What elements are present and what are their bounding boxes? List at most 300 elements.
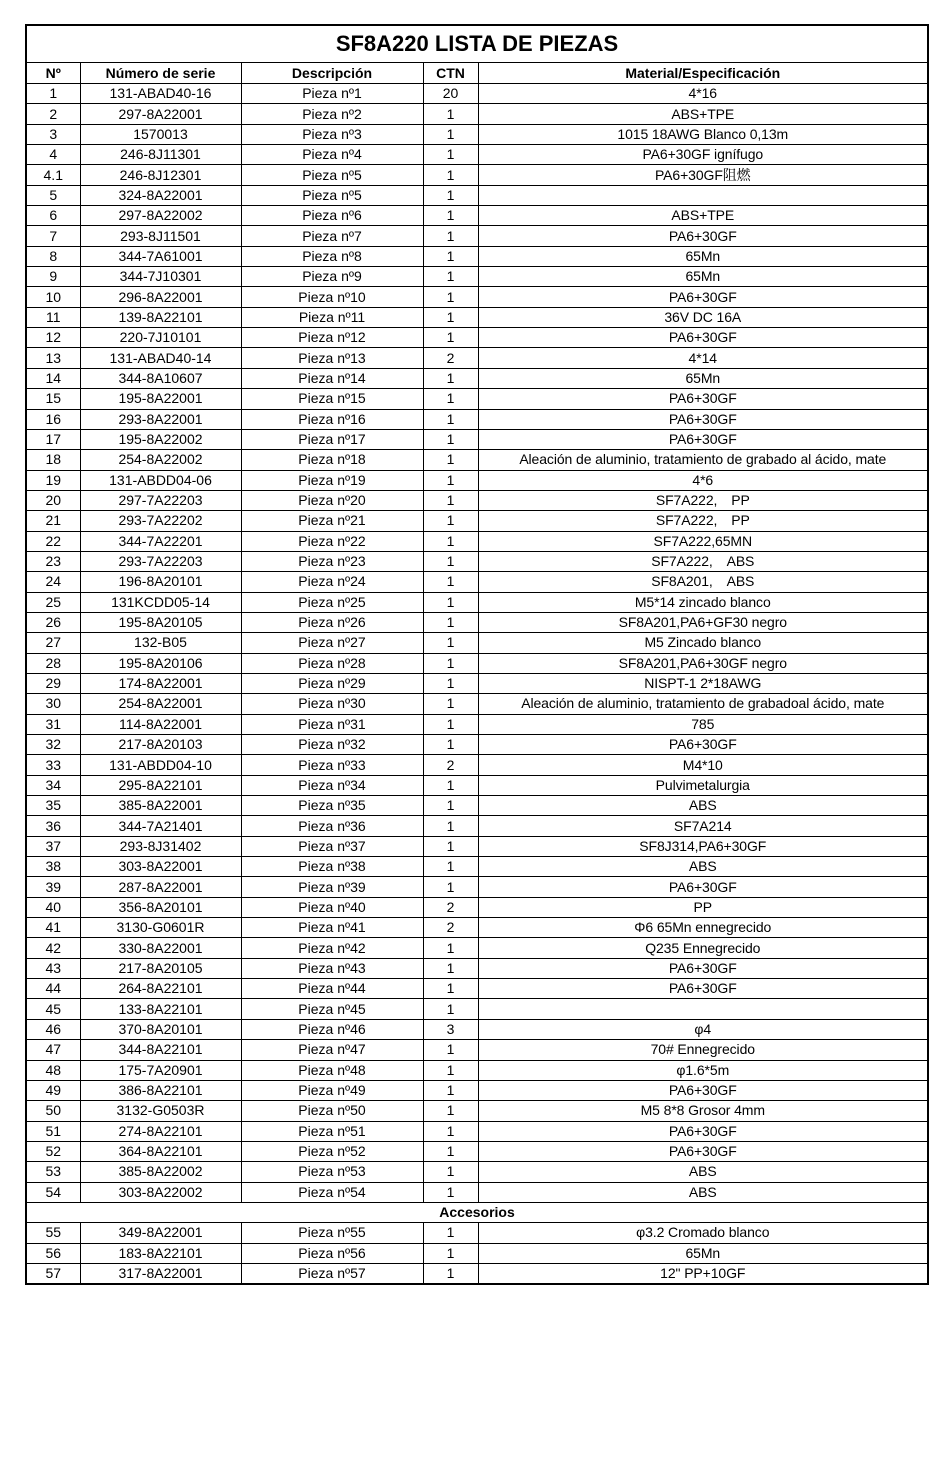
cell-no: 55: [26, 1223, 80, 1243]
cell-no: 50: [26, 1101, 80, 1121]
cell-ctn: 1: [423, 1040, 478, 1060]
cell-serial: 139-8A22101: [80, 307, 241, 327]
cell-description: Pieza nº30: [241, 694, 423, 714]
table-row: [26, 572, 928, 592]
cell-ctn: 3: [423, 1019, 478, 1039]
cell-serial: 3132-G0503R: [80, 1101, 241, 1121]
cell-ctn: 1: [423, 796, 478, 816]
cell-ctn: 1: [423, 287, 478, 307]
cell-no: 1: [26, 84, 80, 104]
table-row: [26, 511, 928, 531]
cell-no: 39: [26, 877, 80, 897]
cell-material: 65Mn: [478, 1243, 928, 1263]
cell-no: 32: [26, 735, 80, 755]
cell-description: Pieza nº39: [241, 877, 423, 897]
cell-material: ABS: [478, 1182, 928, 1202]
cell-material: φ1.6*5m: [478, 1060, 928, 1080]
page-title: SF8A220 LISTA DE PIEZAS: [26, 25, 928, 63]
table-row: [26, 389, 928, 409]
cell-no: 46: [26, 1019, 80, 1039]
cell-serial: 303-8A22002: [80, 1182, 241, 1202]
cell-description: Pieza nº42: [241, 938, 423, 958]
cell-no: 45: [26, 999, 80, 1019]
table-row: [26, 551, 928, 571]
cell-ctn: 2: [423, 897, 478, 917]
cell-material: Aleación de aluminio, tratamiento de grabadoal ácido, mate: [478, 694, 928, 714]
table-row: [26, 165, 928, 185]
table-row: [26, 1101, 928, 1121]
header-row: [26, 63, 928, 84]
cell-material: SF7A222, ABS: [478, 551, 928, 571]
cell-no: 44: [26, 979, 80, 999]
header-description: Descripción: [241, 63, 423, 84]
cell-ctn: 1: [423, 124, 478, 144]
cell-serial: 114-8A22001: [80, 714, 241, 734]
cell-no: 42: [26, 938, 80, 958]
cell-material: SF8A201,PA6+30GF negro: [478, 653, 928, 673]
cell-description: Pieza nº20: [241, 490, 423, 510]
cell-no: 52: [26, 1141, 80, 1161]
cell-no: 31: [26, 714, 80, 734]
cell-description: Pieza nº16: [241, 409, 423, 429]
cell-material: PA6+30GF: [478, 1080, 928, 1100]
cell-ctn: 1: [423, 1263, 478, 1284]
cell-serial: 344-7J10301: [80, 267, 241, 287]
cell-description: Pieza nº57: [241, 1263, 423, 1284]
table-row: [26, 1182, 928, 1202]
cell-no: 41: [26, 918, 80, 938]
cell-ctn: 1: [423, 1121, 478, 1141]
cell-ctn: 1: [423, 999, 478, 1019]
cell-serial: 264-8A22101: [80, 979, 241, 999]
cell-material: PA6+30GF阻燃: [478, 165, 928, 185]
cell-ctn: 1: [423, 185, 478, 205]
cell-serial: 183-8A22101: [80, 1243, 241, 1263]
header-serial: Número de serie: [80, 63, 241, 84]
cell-serial: 196-8A20101: [80, 572, 241, 592]
cell-ctn: 1: [423, 735, 478, 755]
cell-material: M5 Zincado blanco: [478, 633, 928, 653]
table-row: [26, 490, 928, 510]
cell-ctn: 1: [423, 1162, 478, 1182]
cell-ctn: 1: [423, 267, 478, 287]
cell-ctn: 1: [423, 328, 478, 348]
cell-serial: 175-7A20901: [80, 1060, 241, 1080]
cell-serial: 131KCDD05-14: [80, 592, 241, 612]
table-row: [26, 1223, 928, 1243]
cell-no: 19: [26, 470, 80, 490]
parts-table: [25, 24, 929, 1285]
cell-material: SF7A222, PP: [478, 490, 928, 510]
cell-no: 53: [26, 1162, 80, 1182]
cell-no: 6: [26, 206, 80, 226]
cell-ctn: 1: [423, 592, 478, 612]
cell-description: Pieza nº4: [241, 145, 423, 165]
cell-description: Pieza nº11: [241, 307, 423, 327]
cell-material: φ4: [478, 1019, 928, 1039]
cell-material: ABS: [478, 1162, 928, 1182]
cell-serial: 349-8A22001: [80, 1223, 241, 1243]
table-row: [26, 938, 928, 958]
cell-ctn: 1: [423, 206, 478, 226]
cell-no: 2: [26, 104, 80, 124]
cell-description: Pieza nº47: [241, 1040, 423, 1060]
cell-ctn: 1: [423, 104, 478, 124]
cell-ctn: 1: [423, 958, 478, 978]
cell-description: Pieza nº54: [241, 1182, 423, 1202]
cell-material: PA6+30GF: [478, 287, 928, 307]
cell-no: 13: [26, 348, 80, 368]
cell-no: 48: [26, 1060, 80, 1080]
cell-description: Pieza nº49: [241, 1080, 423, 1100]
cell-material: SF7A222, PP: [478, 511, 928, 531]
cell-serial: 356-8A20101: [80, 897, 241, 917]
cell-description: Pieza nº27: [241, 633, 423, 653]
cell-no: 27: [26, 633, 80, 653]
table-row: [26, 1040, 928, 1060]
table-row: [26, 1141, 928, 1161]
cell-ctn: 1: [423, 612, 478, 632]
cell-material: 1015 18AWG Blanco 0,13m: [478, 124, 928, 144]
cell-ctn: 1: [423, 551, 478, 571]
cell-description: Pieza nº1: [241, 84, 423, 104]
cell-material: 70# Ennegrecido: [478, 1040, 928, 1060]
cell-serial: 330-8A22001: [80, 938, 241, 958]
table-row: [26, 409, 928, 429]
cell-no: 12: [26, 328, 80, 348]
table-row: [26, 1162, 928, 1182]
cell-material: 4*6: [478, 470, 928, 490]
cell-material: SF7A222,65MN: [478, 531, 928, 551]
header-ctn: CTN: [423, 63, 478, 84]
cell-serial: 217-8A20103: [80, 735, 241, 755]
parts-list-sheet: [25, 24, 927, 1285]
cell-serial: 195-8A22001: [80, 389, 241, 409]
cell-material: Aleación de aluminio, tratamiento de grabado al ácido, mate: [478, 450, 928, 470]
cell-description: Pieza nº45: [241, 999, 423, 1019]
cell-ctn: 1: [423, 511, 478, 531]
cell-serial: 344-7A21401: [80, 816, 241, 836]
cell-no: 38: [26, 857, 80, 877]
cell-description: Pieza nº46: [241, 1019, 423, 1039]
table-row: [26, 592, 928, 612]
cell-description: Pieza nº56: [241, 1243, 423, 1263]
cell-ctn: 2: [423, 918, 478, 938]
table-row: [26, 653, 928, 673]
cell-no: 3: [26, 124, 80, 144]
cell-material: PA6+30GF: [478, 409, 928, 429]
cell-ctn: 1: [423, 531, 478, 551]
table-row: [26, 877, 928, 897]
cell-serial: 386-8A22101: [80, 1080, 241, 1100]
cell-serial: 297-8A22002: [80, 206, 241, 226]
table-row: [26, 633, 928, 653]
cell-ctn: 1: [423, 409, 478, 429]
cell-serial: 385-8A22002: [80, 1162, 241, 1182]
cell-material: ABS: [478, 857, 928, 877]
cell-material: SF8A201, ABS: [478, 572, 928, 592]
cell-ctn: 1: [423, 450, 478, 470]
cell-no: 33: [26, 755, 80, 775]
cell-description: Pieza nº26: [241, 612, 423, 632]
cell-no: 16: [26, 409, 80, 429]
cell-material: ABS: [478, 796, 928, 816]
cell-description: Pieza nº9: [241, 267, 423, 287]
cell-no: 40: [26, 897, 80, 917]
cell-material: Q235 Ennegrecido: [478, 938, 928, 958]
cell-material: PA6+30GF ignífugo: [478, 145, 928, 165]
cell-no: 34: [26, 775, 80, 795]
cell-no: 30: [26, 694, 80, 714]
cell-ctn: 2: [423, 348, 478, 368]
table-row: [26, 1060, 928, 1080]
table-row: [26, 918, 928, 938]
cell-ctn: 1: [423, 470, 478, 490]
table-row: [26, 1019, 928, 1039]
cell-description: Pieza nº6: [241, 206, 423, 226]
cell-material: SF7A214: [478, 816, 928, 836]
cell-no: 11: [26, 307, 80, 327]
cell-ctn: 1: [423, 857, 478, 877]
table-row: [26, 450, 928, 470]
cell-ctn: 1: [423, 694, 478, 714]
cell-no: 43: [26, 958, 80, 978]
cell-serial: 296-8A22001: [80, 287, 241, 307]
cell-material: PA6+30GF: [478, 226, 928, 246]
cell-serial: 220-7J10101: [80, 328, 241, 348]
table-row: [26, 735, 928, 755]
cell-description: Pieza nº55: [241, 1223, 423, 1243]
accessories-section: [26, 1202, 928, 1222]
cell-ctn: 1: [423, 714, 478, 734]
cell-description: Pieza nº12: [241, 328, 423, 348]
table-row: [26, 857, 928, 877]
cell-description: Pieza nº37: [241, 836, 423, 856]
table-row: [26, 206, 928, 226]
cell-no: 57: [26, 1263, 80, 1284]
cell-serial: 303-8A22001: [80, 857, 241, 877]
table-row: [26, 775, 928, 795]
cell-serial: 3130-G0601R: [80, 918, 241, 938]
title-row: [26, 25, 928, 63]
cell-no: 37: [26, 836, 80, 856]
table-row: [26, 816, 928, 836]
cell-material: 65Mn: [478, 267, 928, 287]
cell-description: Pieza nº14: [241, 368, 423, 388]
table-row: [26, 836, 928, 856]
cell-description: Pieza nº43: [241, 958, 423, 978]
cell-description: Pieza nº50: [241, 1101, 423, 1121]
table-row: [26, 755, 928, 775]
cell-description: Pieza nº51: [241, 1121, 423, 1141]
cell-description: Pieza nº35: [241, 796, 423, 816]
cell-description: Pieza nº53: [241, 1162, 423, 1182]
cell-serial: 385-8A22001: [80, 796, 241, 816]
cell-no: 20: [26, 490, 80, 510]
cell-description: Pieza nº32: [241, 735, 423, 755]
cell-material: SF8J314,PA6+30GF: [478, 836, 928, 856]
table-row: [26, 673, 928, 693]
cell-ctn: 1: [423, 836, 478, 856]
cell-no: 23: [26, 551, 80, 571]
cell-serial: 344-8A10607: [80, 368, 241, 388]
cell-ctn: 1: [423, 653, 478, 673]
cell-no: 8: [26, 246, 80, 266]
cell-description: Pieza nº48: [241, 1060, 423, 1080]
cell-ctn: 1: [423, 1223, 478, 1243]
cell-no: 26: [26, 612, 80, 632]
cell-serial: 131-ABAD40-14: [80, 348, 241, 368]
cell-serial: 131-ABAD40-16: [80, 84, 241, 104]
cell-serial: 344-7A22201: [80, 531, 241, 551]
cell-serial: 133-8A22101: [80, 999, 241, 1019]
table-row: [26, 145, 928, 165]
cell-description: Pieza nº5: [241, 165, 423, 185]
cell-material: NISPT-1 2*18AWG: [478, 673, 928, 693]
cell-ctn: 1: [423, 1080, 478, 1100]
cell-ctn: 1: [423, 938, 478, 958]
table-row: [26, 287, 928, 307]
cell-material: [478, 999, 928, 1019]
cell-material: SF8A201,PA6+GF30 negro: [478, 612, 928, 632]
table-row: [26, 999, 928, 1019]
cell-material: PA6+30GF: [478, 1141, 928, 1161]
cell-description: Pieza nº28: [241, 653, 423, 673]
cell-ctn: 1: [423, 1141, 478, 1161]
cell-serial: 293-8J31402: [80, 836, 241, 856]
cell-material: Φ6 65Mn ennegrecido: [478, 918, 928, 938]
cell-serial: 195-8A20105: [80, 612, 241, 632]
cell-description: Pieza nº38: [241, 857, 423, 877]
cell-no: 49: [26, 1080, 80, 1100]
cell-description: Pieza nº17: [241, 429, 423, 449]
table-row: [26, 104, 928, 124]
table-row: [26, 1080, 928, 1100]
parts-body: [26, 84, 928, 1203]
cell-ctn: 1: [423, 246, 478, 266]
cell-ctn: 1: [423, 633, 478, 653]
cell-ctn: 1: [423, 673, 478, 693]
cell-serial: 254-8A22002: [80, 450, 241, 470]
cell-serial: 195-8A20106: [80, 653, 241, 673]
cell-ctn: 1: [423, 1060, 478, 1080]
cell-material: PA6+30GF: [478, 429, 928, 449]
cell-ctn: 1: [423, 307, 478, 327]
cell-no: 5: [26, 185, 80, 205]
cell-serial: 274-8A22101: [80, 1121, 241, 1141]
cell-material: PA6+30GF: [478, 389, 928, 409]
cell-serial: 364-8A22101: [80, 1141, 241, 1161]
cell-no: 4: [26, 145, 80, 165]
cell-no: 21: [26, 511, 80, 531]
cell-no: 54: [26, 1182, 80, 1202]
cell-material: PA6+30GF: [478, 877, 928, 897]
cell-ctn: 1: [423, 389, 478, 409]
cell-serial: 370-8A20101: [80, 1019, 241, 1039]
cell-no: 10: [26, 287, 80, 307]
cell-serial: 131-ABDD04-10: [80, 755, 241, 775]
cell-ctn: 1: [423, 226, 478, 246]
cell-no: 22: [26, 531, 80, 551]
cell-serial: 132-B05: [80, 633, 241, 653]
cell-ctn: 1: [423, 429, 478, 449]
cell-material: PA6+30GF: [478, 958, 928, 978]
cell-serial: 293-8A22001: [80, 409, 241, 429]
cell-serial: 297-8A22001: [80, 104, 241, 124]
cell-no: 56: [26, 1243, 80, 1263]
table-row: [26, 328, 928, 348]
cell-serial: 293-7A22202: [80, 511, 241, 531]
cell-serial: 174-8A22001: [80, 673, 241, 693]
cell-description: Pieza nº15: [241, 389, 423, 409]
cell-material: ABS+TPE: [478, 206, 928, 226]
accessories-header-row: [26, 1202, 928, 1222]
cell-material: Pulvimetalurgia: [478, 775, 928, 795]
cell-description: Pieza nº40: [241, 897, 423, 917]
cell-no: 36: [26, 816, 80, 836]
cell-no: 47: [26, 1040, 80, 1060]
cell-no: 14: [26, 368, 80, 388]
cell-description: Pieza nº24: [241, 572, 423, 592]
cell-description: Pieza nº13: [241, 348, 423, 368]
cell-description: Pieza nº36: [241, 816, 423, 836]
cell-material: 65Mn: [478, 246, 928, 266]
accessories-body: [26, 1223, 928, 1285]
cell-serial: 295-8A22101: [80, 775, 241, 795]
cell-material: M4*10: [478, 755, 928, 775]
cell-description: Pieza nº41: [241, 918, 423, 938]
table-row: [26, 1263, 928, 1284]
cell-ctn: 1: [423, 816, 478, 836]
header-no: Nº: [26, 63, 80, 84]
cell-serial: 287-8A22001: [80, 877, 241, 897]
cell-description: Pieza nº3: [241, 124, 423, 144]
table-row: [26, 694, 928, 714]
cell-serial: 324-8A22001: [80, 185, 241, 205]
cell-ctn: 1: [423, 165, 478, 185]
cell-serial: 254-8A22001: [80, 694, 241, 714]
table-row: [26, 368, 928, 388]
cell-material: 12" PP+10GF: [478, 1263, 928, 1284]
cell-ctn: 1: [423, 877, 478, 897]
cell-description: Pieza nº10: [241, 287, 423, 307]
table-row: [26, 246, 928, 266]
cell-no: 25: [26, 592, 80, 612]
header-material: Material/Especificación: [478, 63, 928, 84]
cell-no: 28: [26, 653, 80, 673]
table-row: [26, 897, 928, 917]
cell-description: Pieza nº5: [241, 185, 423, 205]
cell-description: Pieza nº34: [241, 775, 423, 795]
cell-description: Pieza nº52: [241, 1141, 423, 1161]
table-row: [26, 531, 928, 551]
cell-serial: 246-8J12301: [80, 165, 241, 185]
cell-serial: 217-8A20105: [80, 958, 241, 978]
cell-material: PA6+30GF: [478, 735, 928, 755]
cell-description: Pieza nº25: [241, 592, 423, 612]
cell-material: M5*14 zincado blanco: [478, 592, 928, 612]
cell-ctn: 1: [423, 572, 478, 592]
cell-no: 35: [26, 796, 80, 816]
cell-no: 7: [26, 226, 80, 246]
cell-ctn: 2: [423, 755, 478, 775]
cell-material: PA6+30GF: [478, 979, 928, 999]
cell-serial: 344-7A61001: [80, 246, 241, 266]
cell-material: 36V DC 16A: [478, 307, 928, 327]
cell-material: M5 8*8 Grosor 4mm: [478, 1101, 928, 1121]
cell-no: 51: [26, 1121, 80, 1141]
table-row: [26, 267, 928, 287]
